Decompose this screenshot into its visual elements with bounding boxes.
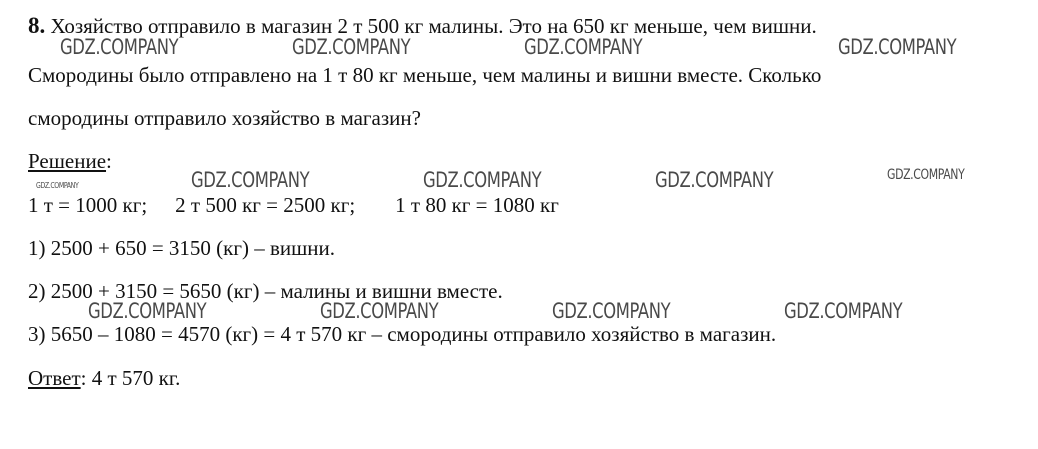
problem-line-3: смородины отправило хозяйство в магазин?: [28, 106, 421, 130]
conversion-2: 2 т 500 кг = 2500 кг;: [175, 193, 356, 217]
watermark-text: GDZ.COMPANY: [60, 35, 179, 59]
watermark-text: GDZ.COMPANY: [191, 168, 310, 192]
answer-text: : 4 т 570 кг.: [80, 366, 181, 390]
watermark-text: GDZ.COMPANY: [887, 167, 965, 183]
solution-heading-label: Решение: [28, 149, 107, 173]
solution-heading: [28, 148, 112, 174]
watermark-text: GDZ.COMPANY: [524, 35, 643, 59]
solution-heading-colon: :: [106, 149, 112, 173]
step-3: 3) 5650 – 1080 = 4570 (кг) = 4 т 570 кг – смородины отправило хозяйство в магазин.: [28, 322, 777, 346]
conversion-3: 1 т 80 кг = 1080 кг: [395, 193, 559, 217]
problem-text-1: Хозяйство отправило в магазин 2 т 500 кг малины. Это на 650 кг меньше, чем вишни.: [50, 14, 817, 38]
conversion-1: 1 т = 1000 кг;: [28, 193, 148, 217]
step-2: 2) 2500 + 3150 = 5650 (кг) – малины и вишни вместе.: [28, 279, 503, 303]
watermark-text: GDZ.COMPANY: [320, 299, 439, 323]
answer-label: Ответ: [28, 366, 81, 390]
watermark-text: GDZ.COMPANY: [784, 299, 903, 323]
watermark-text: GDZ.COMPANY: [423, 168, 542, 192]
answer-line: [28, 365, 180, 391]
watermark-text: GDZ.COMPANY: [655, 168, 774, 192]
watermark-text: GDZ.COMPANY: [88, 299, 207, 323]
watermark-text: GDZ.COMPANY: [36, 181, 79, 190]
step-1: 1) 2500 + 650 = 3150 (кг) – вишни.: [28, 236, 336, 260]
problem-line-2: Смородины было отправлено на 1 т 80 кг меньше, чем малины и вишни вместе. Сколько: [28, 63, 822, 87]
problem-number: 8.: [28, 13, 46, 38]
watermark-text: GDZ.COMPANY: [552, 299, 671, 323]
watermark-text: GDZ.COMPANY: [292, 35, 411, 59]
conversions-line: [28, 192, 559, 218]
watermark-text: GDZ.COMPANY: [838, 35, 957, 59]
